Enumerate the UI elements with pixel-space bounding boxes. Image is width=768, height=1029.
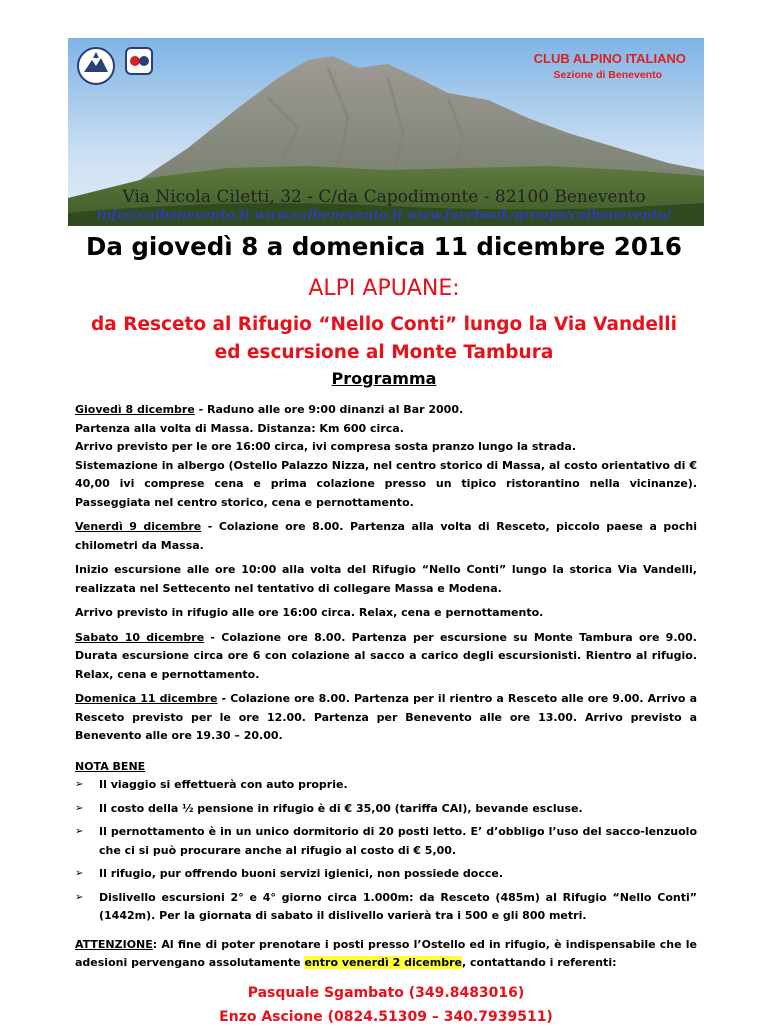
referent-1: Pasquale Sgambato (349.8483016): [247, 984, 525, 1001]
event-dates: Da giovedì 8 a domenica 11 dicembre 2016: [86, 232, 682, 261]
day1-line: Partenza alla volta di Massa. Distanza: Km 600 circa.: [75, 421, 404, 435]
arrow-bullet-icon: ➢: [75, 779, 84, 790]
day2-extra: Inizio escursione alle ore 10:00 alla volta del Rifugio “Nello Conti” lungo la storica Via Vandelli, realizzata nel Settecento nel tentativo di collegare Massa e Modena.: [75, 563, 697, 595]
day3-label: Sabato 10 dicembre: [75, 630, 205, 644]
address: Via Nicola Ciletti, 32 - C/da Capodimonte - 82100 Benevento: [122, 187, 646, 207]
arrow-bullet-icon: ➢: [75, 826, 84, 837]
day1-line: Sistemazione in albergo (Ostello Palazzo Nizza, nel centro storico di Massa, al costo orientativo di € 40,00 ivi comprese cena e prima colazione presso un tipico ristorantino nella vicinanze). Passeggiata nel centro storico, cena e pernottamento.: [75, 458, 697, 509]
note-item: ➢ Dislivello escursioni 2° e 4° giorno circa 1.000m: da Resceto (485m) al Rifugio “Nello Conti” (1442m). Per la giornata di sabato il dislivello varierà tra i 500 e gli 800 metri.: [75, 890, 697, 922]
day1-label: Giovedì 8 dicembre: [75, 403, 195, 416]
note-item: ➢ Il pernottamento è in un unico dormitorio di 20 posti letto. E’ d’obbligo l’uso del sacco-lenzuolo che ci si può procurare anche al rifugio al costo di € 5,00.: [75, 825, 697, 857]
cai-logo: [74, 46, 118, 86]
day2-extra: Arrivo previsto in rifugio alle ore 16:00 circa. Relax, cena e pernottamento.: [75, 606, 544, 619]
day4-label: Domenica 11 dicembre: [75, 692, 218, 705]
attention-label: ATTENZIONE: [75, 937, 153, 951]
contact-links[interactable]: info@caibenevento.it www.caibenevento.it www.facebook/groups/caibenevento/: [96, 208, 672, 223]
arrow-bullet-icon: ➢: [75, 891, 84, 903]
arrow-bullet-icon: ➢: [75, 868, 84, 879]
program-body: [75, 401, 697, 1029]
route-title: [0, 311, 768, 367]
attention-note: ATTENZIONE: Al fine di poter prenotare i posti presso l’Ostello ed in rifugio, è indispensabile che le adesioni pervengano assolutamente entro venerdì 2 dicembre, contattando i referenti:: [75, 937, 697, 969]
club-name: CLUB ALPINO ITALIANO: [533, 51, 686, 66]
deadline-highlight: entro venerdì 2 dicembre: [304, 956, 462, 969]
day4: Domenica 11 dicembre - Colazione ore 8.00. Partenza per il rientro a Resceto alle ore 9.00. Arrivo a Resceto previsto per le ore 12.00. Partenza per Benevento alle ore 13.00. Arrivo previsto a Benevento alle ore 19.30 – 20.00.: [75, 692, 697, 742]
note-item: ➢ Il rifugio, pur offrendo buoni servizi igienici, non possiede docce.: [75, 865, 697, 884]
arrow-bullet-icon: ➢: [75, 802, 84, 814]
section-logo: [124, 46, 154, 76]
day1-first: Giovedì 8 dicembre - Raduno alle ore 9:00 dinanzi al Bar 2000.: [75, 403, 464, 416]
club-section: Sezione di Benevento: [553, 69, 662, 81]
region-title: ALPI APUANE:: [308, 276, 460, 301]
referent-2: Enzo Ascione (0824.51309 – 340.7939511): [219, 1008, 553, 1025]
notes-heading: NOTA BENE: [75, 759, 146, 773]
note-item: ➢ Il costo della ½ pensione in rifugio è di € 35,00 (tariffa CAI), bevande escluse.: [75, 800, 697, 819]
day2-label: Venerdì 9 dicembre: [75, 520, 202, 533]
program-heading: Programma: [331, 369, 437, 388]
route-line-2: ed escursione al Monte Tambura: [214, 342, 554, 363]
day3: Sabato 10 dicembre - Colazione ore 8.00. Partenza per escursione su Monte Tambura ore 9.00. Durata escursione circa ore 6 con colazione al sacco a carico degli escursionisti. Rientro al rifugio. Relax, cena e pernottamento.: [75, 630, 697, 681]
day1-line: Arrivo previsto per le ore 16:00 circa, ivi compresa sosta pranzo lungo la strada.: [75, 440, 577, 453]
note-item: ➢ Il viaggio si effettuerà con auto proprie.: [75, 776, 697, 795]
notes-list: [75, 776, 697, 926]
route-line-1: da Resceto al Rifugio “Nello Conti” lungo la Via Vandelli: [91, 314, 677, 335]
day2: Venerdì 9 dicembre - Colazione ore 8.00. Partenza alla volta di Resceto, piccolo paese a pochi chilometri da Massa.: [75, 520, 697, 552]
